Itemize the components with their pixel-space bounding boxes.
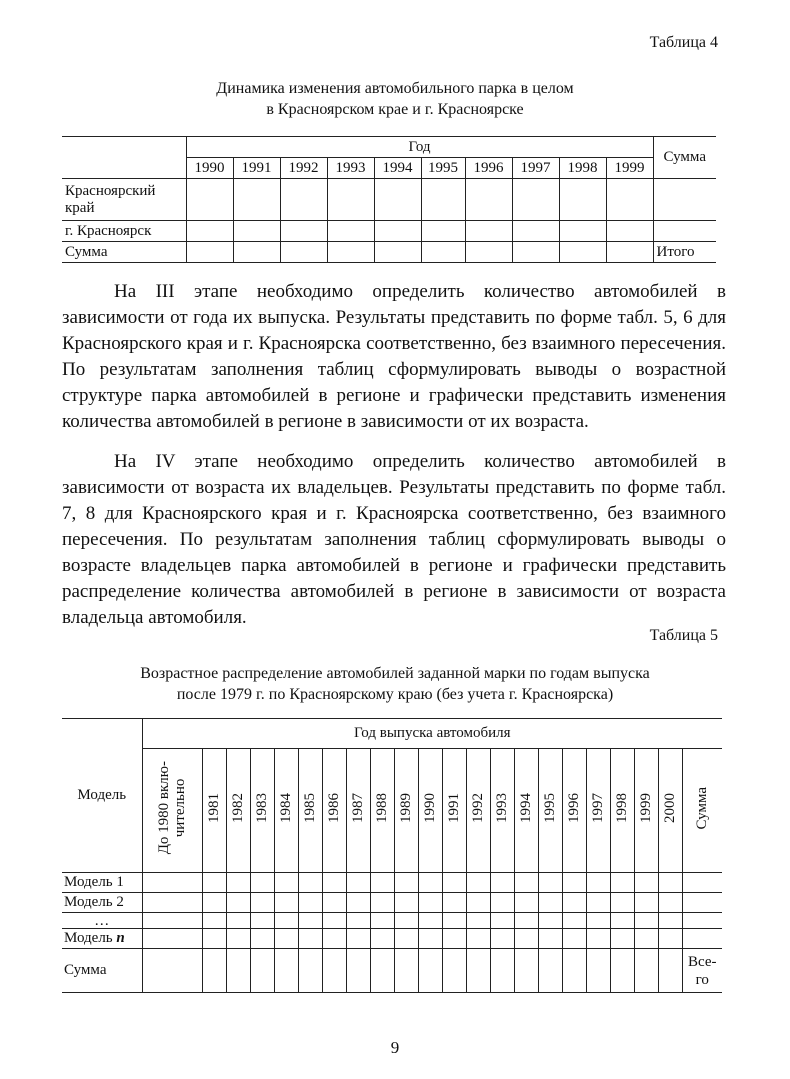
table4-year: 1999 (606, 158, 653, 179)
table4-corner-cell (62, 137, 186, 179)
table5-year: 1983 (250, 749, 274, 873)
table5-title-line2: после 1979 г. по Красноярскому краю (без учета г. Красноярска) (176, 686, 614, 703)
table5 (62, 718, 722, 993)
table5-row-label: Модель n (62, 929, 142, 949)
table5-year: 1982 (226, 749, 250, 873)
table5-year: 1991 (442, 749, 466, 873)
table4 (62, 136, 716, 263)
table5-year: 1985 (298, 749, 322, 873)
table5-year: 1984 (274, 749, 298, 873)
table-row (62, 893, 722, 913)
table4-row-region (62, 179, 716, 221)
table5-row-label: … (62, 913, 142, 929)
table5-title (0, 663, 790, 705)
table5-first-col-header (142, 749, 202, 873)
table5-year: 1986 (322, 749, 346, 873)
table5-title-line1: Возрастное распределение автомобилей заданной марки по годам выпуска (140, 665, 650, 682)
table5-year: 1989 (394, 749, 418, 873)
paragraph-stage3: На III этапе необходимо определить количество автомобилей в зависимости от года их выпуска. Результаты представить по форме табл. 5, 6 для Красноярского края и г. Красноярска соответственно, без взаимного пересечения. По результатам заполнения таблиц сформулировать выводы о возрастной структуре парка автомобилей в регионе и графически представить изменения количества автомобилей в регионе в зависимости от их возраста. (62, 281, 726, 432)
table5-label: Таблица 5 (649, 627, 718, 644)
table5-year: 1990 (418, 749, 442, 873)
table4-header-row (62, 137, 716, 158)
table-row (62, 913, 722, 929)
page-number: 9 (390, 1038, 400, 1057)
table5-year: 1999 (634, 749, 658, 873)
table5-row-label: Модель 1 (62, 873, 142, 893)
table5-year: 1988 (370, 749, 394, 873)
paragraph-stage4: На IV этапе необходимо определить количество автомобилей в зависимости от возраста их владельцев. Результаты представить по форме табл. 7, 8 для Красноярского края и г. Красноярска соответственно, без взаимного пересечения. По результатам заполнения таблиц сформулировать выводы о возрасте владельцев парка автомобилей в регионе и графически представить распределение количества автомобилей в регионе в зависимости от возраста владельца автомобиля. (62, 451, 726, 628)
table5-years-row (62, 749, 722, 873)
table5-total: Все- го (682, 949, 722, 993)
table4-row-region-label (62, 179, 186, 221)
table5-model-header: Модель (62, 719, 142, 873)
table5-year: 1998 (610, 749, 634, 873)
table4-title-line1: Динамика изменения автомобильного парка в целом (216, 80, 574, 97)
table5-group-header: Год выпуска автомобиля (142, 719, 722, 749)
table4-title (0, 78, 790, 120)
table4-year-header: Год (186, 137, 653, 158)
table4-year: 1996 (465, 158, 512, 179)
table5-year: 1993 (490, 749, 514, 873)
table4-row-region-line1: Красноярский (65, 182, 156, 199)
table4-year: 1993 (327, 158, 374, 179)
table4-year: 1998 (559, 158, 606, 179)
table4-row-region-line2: край (65, 199, 95, 216)
table5-year: 1997 (586, 749, 610, 873)
table4-row-city-label: г. Красноярск (62, 221, 186, 242)
table4-row-sum-label: Сумма (62, 242, 186, 263)
table5-year: 1994 (514, 749, 538, 873)
table4-title-line2: в Красноярском крае и г. Красноярске (266, 101, 524, 118)
table5-sum-header: Сумма (682, 749, 722, 873)
table4-total: Итого (653, 242, 716, 263)
table-row (62, 873, 722, 893)
table4-sum-header: Сумма (653, 137, 716, 179)
table4-row-city (62, 221, 716, 242)
table4-year: 1990 (186, 158, 233, 179)
table5-row-label: Модель 2 (62, 893, 142, 913)
table5-header-row (62, 719, 722, 749)
table-row (62, 929, 722, 949)
table4-year: 1994 (374, 158, 421, 179)
table4-year: 1997 (512, 158, 559, 179)
table4-label: Таблица 4 (649, 34, 718, 51)
table5-year: 1987 (346, 749, 370, 873)
table4-year: 1991 (233, 158, 280, 179)
table5-year: 1995 (538, 749, 562, 873)
table5-sum-row (62, 949, 722, 993)
table5-year: 2000 (658, 749, 682, 873)
table5-year: 1992 (466, 749, 490, 873)
table5-year: 1996 (562, 749, 586, 873)
table4-row-sum (62, 242, 716, 263)
table5-year: 1981 (202, 749, 226, 873)
table4-year: 1995 (421, 158, 465, 179)
table4-year: 1992 (280, 158, 327, 179)
table5-first-col-text: До 1980 вклю- чительно (156, 761, 188, 855)
table5-row-label: Сумма (62, 949, 142, 993)
